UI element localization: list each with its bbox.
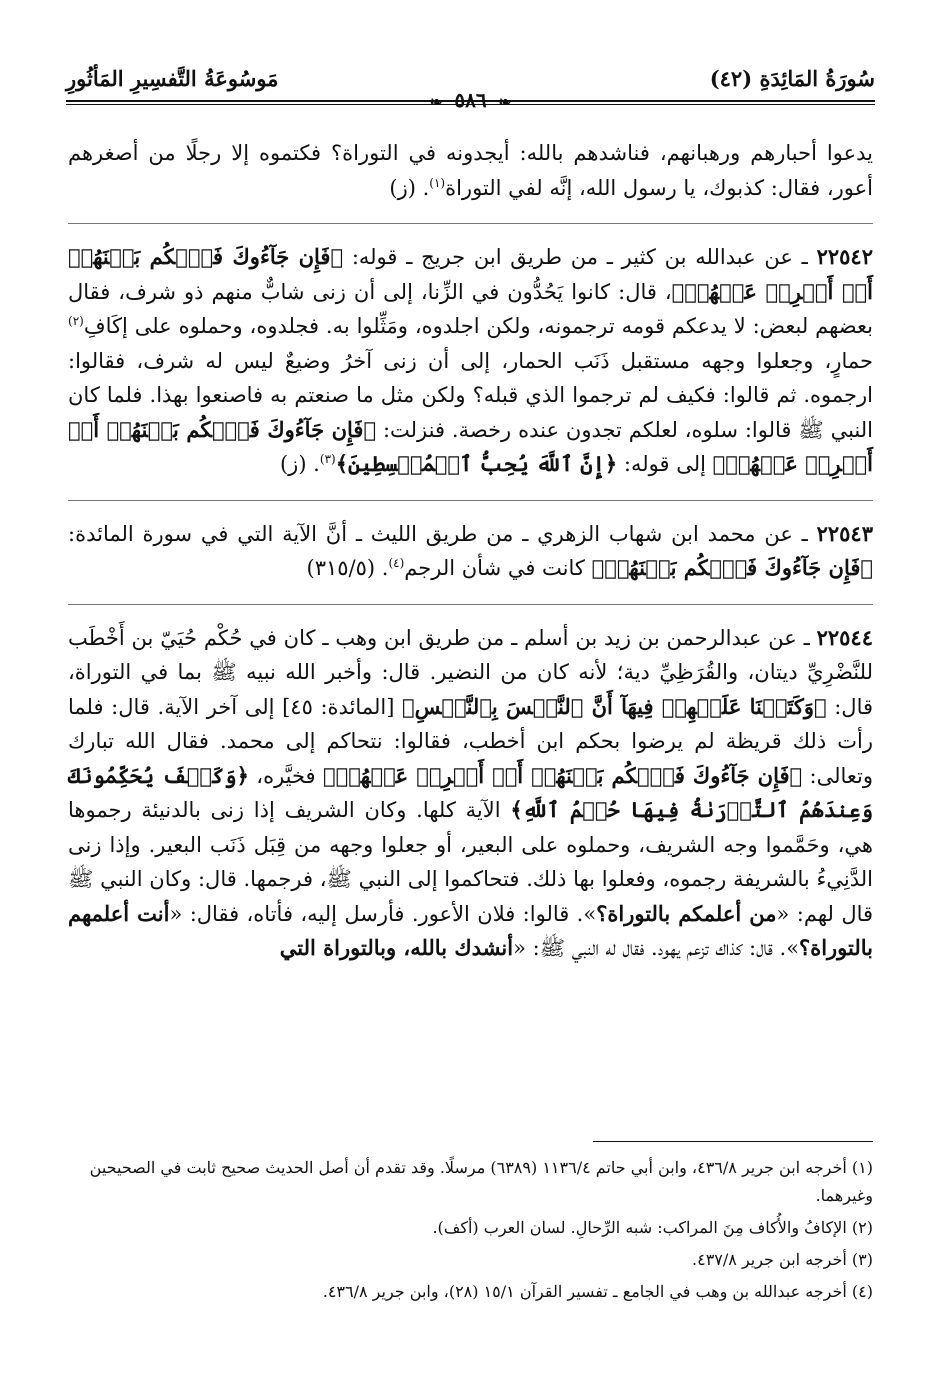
hadith-number: ٢٢٥٤٤ — [816, 624, 873, 650]
footnote-3: (٣) أخرجه ابن جرير ٤٣٧/٨. — [692, 1250, 873, 1269]
prophetic-quote: من أعلمكم بالتوراة؟ — [596, 900, 777, 926]
main-text — [68, 136, 873, 984]
paragraph-divider — [68, 500, 873, 501]
quran-verse: ﴿فَإِن جَآءُوكَ فَٱحۡكُم بَيۡنَهُمۡ﴾ — [591, 555, 873, 580]
quran-verse: ﴿فَإِن جَآءُوكَ فَٱحۡكُم بَيۡنَهُمۡ أَوۡ أَعۡرِضۡ عَنۡهُمۡ﴾ — [68, 244, 873, 304]
prophetic-quote: أنت أعلمهم بالتوراة؟ — [68, 900, 873, 960]
surah-title: سُورَةُ المَائِدَةِ (٤٢) — [709, 66, 875, 91]
hadith-22542: ٢٢٥٤٢ ـ عن عبدالله بن كثير ـ من طريق ابن جريج ـ قوله: ﴿فَإِن جَآءُوكَ فَٱحۡكُم بَيۡنَهُمۡ أَوۡ أَعۡرِضۡ عَنۡهُمۡ﴾، قال: كانوا يَحُدُّون في الزِّنا، إلى أن زنى شابٌّ منهم ذو شرف، فقال بعضهم لبعض: لا يدعكم قومه ترجمونه، ولكن اجلدوه، ومَثِّلوا به. فجلدوه، وحملوه على إكَافِ$^{(٢)}$ حمارٍ، وجعلوا وجهه مستقبل ذَنَب الحمار، إلى أن زنى آخرُ وضيعٌ ليس له شرف، فقالوا: ارجموه. ثم قالوا: فكيف لم ترجموا الذي قبله؟ ولكن مثل ما صنعتم به فاصنعوا بهذا. فلما كان النبي ﷺ قالوا: سلوه، لعلكم تجدون عنده رخصة. فنزلت: ﴿فَإِن جَآءُوكَ فَٱحۡكُم بَيۡنَهُمۡ أَوۡ أَعۡرِضۡ عَنۡهُمۡ﴾ إلى قوله: ﴿إِنَّ ٱللَّهَ يُحِبُّ ٱلۡمُقۡسِطِينَ﴾$^{(٣)}$. (ز) — [68, 244, 874, 476]
page-number: ٥٨٦ — [454, 88, 487, 112]
paragraph-divider — [68, 604, 873, 605]
quran-verse: ﴿وَكَتَبۡنَا عَلَيۡهِمۡ فِيهَآ أَنَّ ٱلنَّفۡسَ بِٱلنَّفۡسِ﴾ — [402, 693, 827, 719]
footnote-ref[interactable]: (١) — [429, 175, 446, 190]
hadith-number: ٢٢٥٤٢ — [816, 244, 873, 269]
quran-verse: ﴿فَإِن جَآءُوكَ فَٱحۡكُم بَيۡنَهُمۡ أَوۡ أَعۡرِضۡ عَنۡهُمۡ﴾ — [322, 762, 803, 788]
header-rule — [66, 100, 875, 102]
ornament-icon: ❧ — [429, 92, 443, 111]
footnote-4: (٤) أخرجه عبدالله بن وهب في الجامع ـ تفسير القرآن ١٥/١ (٢٨)، وابن جرير ٤٣٦/٨. — [322, 1282, 873, 1301]
paragraph-divider — [68, 223, 873, 224]
verse-reference: [المائدة: ٤٥] — [274, 694, 402, 719]
quran-verse: ﴿فَإِن جَآءُوكَ فَٱحۡكُم بَيۡنَهُمۡ أَوۡ أَعۡرِضۡ عَنۡهُمۡ﴾ — [68, 416, 873, 476]
hadith-number: ٢٢٥٤٣ — [816, 520, 873, 546]
quran-verse: ﴿وَكَيۡفَ يُحَكِّمُونَكَ وَعِندَهُمُ ٱلتَّوۡرَىٰةُ فِيهَا حُكۡمُ ٱللَّهِ﴾ — [68, 762, 873, 822]
footnote-2: (٢) الإكافُ والأُكاف مِنَ المراكب: شبه الرِّحالِ. لسان العرب (أكف). — [432, 1218, 873, 1237]
hadith-22543: ٢٢٥٤٣ ـ عن محمد ابن شهاب الزهري ـ من طريق الليث ـ أنَّ الآية التي في سورة المائدة: ﴿فَإِن جَآءُوكَ فَٱحۡكُم بَيۡنَهُمۡ﴾ كانت في شأن الرجم$^{(٤)}$. (٣١٥/٥) — [68, 520, 873, 580]
prophetic-quote: أنشدك بالله، وبالتوراة التي — [279, 935, 514, 960]
hadith-22544: ٢٢٥٤٤ ـ عن عبدالرحمن بن زيد بن أسلم ـ من طريق ابن وهب ـ كان في حُكْم حُيَيّ بن أَخْطَب للنَّضْرِيِّ ديتان، والقُرَظِيِّ دية؛ لأنه كان من النضير. قال: وأخبر الله نبيه ﷺ بما في التوراة، قال: ﴿وَكَتَبۡنَا عَلَيۡهِمۡ فِيهَآ أَنَّ ٱلنَّفۡسَ بِٱلنَّفۡسِ﴾ [المائدة: ٤٥] إلى آخر الآية. قال: فلما رأت ذلك قريظة لم يرضوا بحكم ابن أخطب، فقالوا: نتحاكم إلى محمد. فقال الله تبارك وتعالى: ﴿فَإِن جَآءُوكَ فَٱحۡكُم بَيۡنَهُمۡ أَوۡ أَعۡرِضۡ عَنۡهُمۡ﴾ فخيَّره، ﴿وَكَيۡفَ يُحَكِّمُونَكَ وَعِندَهُمُ ٱلتَّوۡرَىٰةُ فِيهَا حُكۡمُ ٱللَّهِ﴾ الآية كلها. وكان الشريف إذا زنى بالدنيئة رجموها هي، وحَمَّموا وجه الشريف، وحملوه على البعير، أو جعلوا وجهه من قِبَل ذَنَب البعير. وإذا زنى الدَّنِيءُ بالشريفة رجموه، وفعلوا بها ذلك. فتحاكموا إلى النبي ﷺ، فرجمها. قال: وكان النبي ﷺ قال لهم: «من أعلمكم بالتوراة؟». قالوا: فلان الأعور. فأرسل إليه، فأتاه، فقال: «أنت أعلمهم بالتوراة؟». قال: كذاك تزعم يهود. فقال له النبي ﷺ: «أنشدك بالله، وبالتوراة التي — [68, 624, 874, 960]
quran-verse: ﴿إِنَّ ٱللَّهَ يُحِبُّ ٱلۡمُقۡسِطِينَ﴾ — [335, 451, 618, 476]
footnote-rule — [593, 1141, 873, 1142]
paragraph-continuation: يدعوا أحبارهم ورهبانهم، فناشدهم بالله: أيجدونه في التوراة؟ فكتموه إلا رجلًا من أصغرهم أعور، فقال: كذبوك، يا رسول الله، إنَّه لفي التوراة$^{(١)}$. (ز) — [68, 141, 873, 200]
footnote-ref[interactable]: (٤) — [388, 556, 405, 570]
footnotes — [68, 1154, 873, 1310]
footnote-ref[interactable]: (٣) — [319, 452, 336, 466]
ornament-icon: ❧ — [498, 92, 512, 111]
footnote-ref[interactable]: (٢) — [68, 314, 84, 328]
book-title: مَوسُوعَةُ التَّفسِيرِ المَأثُورِ — [66, 66, 279, 91]
header-rule-thin — [66, 104, 875, 105]
footnote-1: (١) أخرجه ابن جرير ٤٣٦/٨، وابن أبي حاتم ١١٣٦/٤ (٦٣٨٩) مرسلًا. وقد تقدم أن أصل الحديث صحيح ثابت في الصحيحين وغيرهما. — [89, 1158, 873, 1205]
